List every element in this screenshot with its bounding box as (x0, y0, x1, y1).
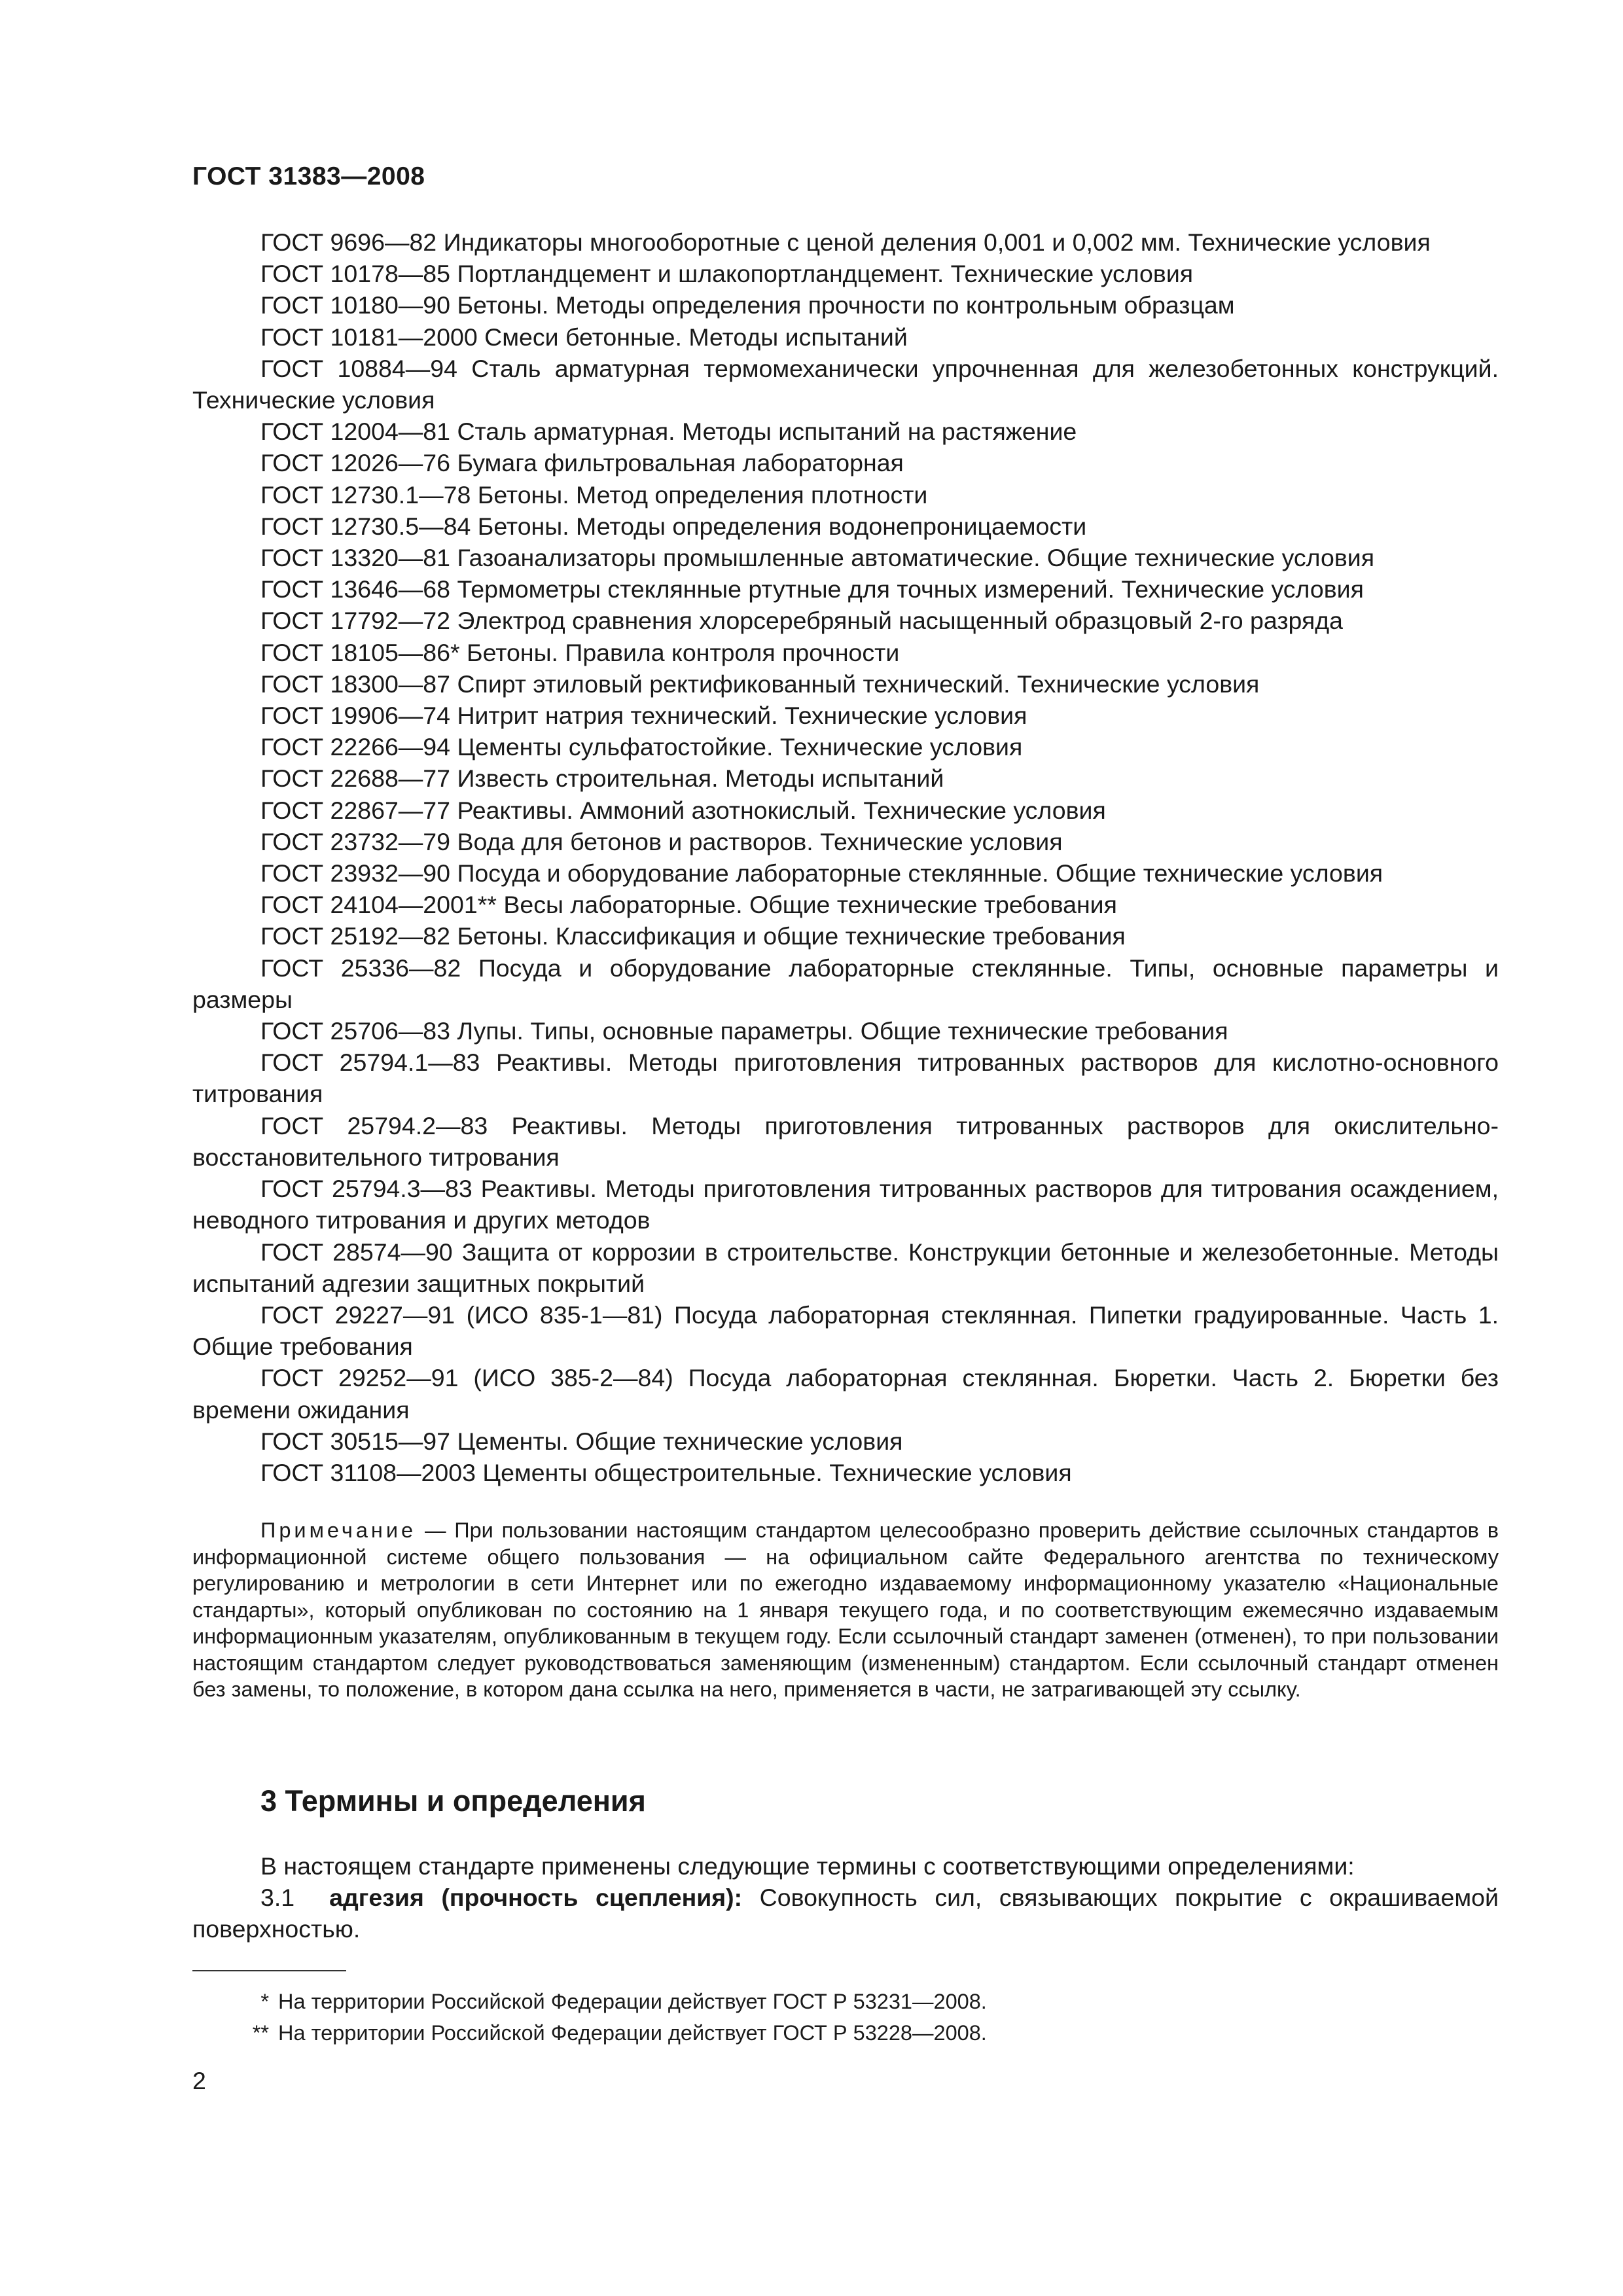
reference-item: ГОСТ 17792—72 Электрод сравнения хлорсеребряный насыщенный образцовый 2-го разряда (260, 607, 1344, 635)
reference-item: ГОСТ 13320—81 Газоанализаторы промышленные автоматические. Общие технические условия (260, 544, 1375, 572)
section-body (192, 1850, 1499, 1945)
reference-item: ГОСТ 25706—83 Лупы. Типы, основные параметры. Общие технические требования (260, 1017, 1228, 1045)
term-definition-paragraph (192, 1882, 1499, 1945)
reference-item: ГОСТ 25794.1—83 Реактивы. Методы приготовления титрованных растворов для кислотно-основного титрования (192, 1049, 1499, 1108)
reference-item: ГОСТ 25192—82 Бетоны. Классификация и общие технические требования (260, 922, 1126, 950)
reference-item: ГОСТ 23732—79 Вода для бетонов и растворов. Технические условия (260, 827, 1063, 855)
reference-item: ГОСТ 10181—2000 Смеси бетонные. Методы испытаний (260, 323, 908, 351)
footnote-separator (192, 1970, 346, 1971)
page-number: 2 (192, 2067, 206, 2094)
note-label: Примечание (260, 1518, 417, 1542)
reference-item: ГОСТ 25794.2—83 Реактивы. Методы приготовления титрованных растворов для окислительно-восстановительного титрования (192, 1111, 1499, 1171)
reference-item: ГОСТ 12004—81 Сталь арматурная. Методы испытаний на растяжение (260, 418, 1077, 446)
reference-item: ГОСТ 29252—91 (ИСО 385-2—84) Посуда лабораторная стеклянная. Бюретки. Часть 2. Бюретки без времени ожидания (192, 1364, 1499, 1424)
reference-item: ГОСТ 30515—97 Цементы. Общие технические условия (260, 1427, 903, 1455)
running-header: ГОСТ 31383—2008 (192, 162, 425, 190)
footnote-mark: * (260, 1990, 269, 2013)
footnote-text: На территории Российской Федерации действует ГОСТ Р 53231—2008. (278, 1990, 987, 2013)
reference-item: ГОСТ 31108—2003 Цементы общестроительные. Технические условия (260, 1458, 1072, 1486)
reference-item: ГОСТ 13646—68 Термометры стеклянные ртутные для точных измерений. Технические условия (260, 575, 1364, 603)
reference-item: ГОСТ 12026—76 Бумага фильтровальная лабораторная (260, 449, 904, 477)
section-intro: В настоящем стандарте применены следующие термины с соответствующими определениями: (260, 1852, 1355, 1880)
reference-item: ГОСТ 12730.5—84 Бетоны. Методы определения водонепроницаемости (260, 512, 1087, 540)
footnote-text: На территории Российской Федерации действует ГОСТ Р 53228—2008. (278, 2021, 987, 2045)
reference-item: ГОСТ 10180—90 Бетоны. Методы определения прочности по контрольным образцам (260, 291, 1235, 319)
reference-item: ГОСТ 28574—90 Защита от коррозии в строительстве. Конструкции бетонные и железобетонные. Методы испытаний адгезии защитных покрытий (192, 1238, 1499, 1297)
footnotes (192, 1986, 1499, 2049)
reference-item: ГОСТ 18105—86* Бетоны. Правила контроля прочности (260, 638, 900, 666)
reference-item: ГОСТ 22266—94 Цементы сульфатостойкие. Технические условия (260, 733, 1023, 761)
reference-item: ГОСТ 22867—77 Реактивы. Аммоний азотнокислый. Технические условия (260, 796, 1106, 824)
footnote (192, 1986, 1499, 2017)
term-definition: Совокупность сил, связывающих покрытие с окрашиваемой поверхностью. (192, 1884, 1499, 1943)
reference-item: ГОСТ 23932—90 Посуда и оборудование лабораторные стеклянные. Общие технические условия (260, 859, 1383, 888)
normative-references-list (192, 226, 1499, 1488)
reference-item: ГОСТ 18300—87 Спирт этиловый ректификованный технический. Технические условия (260, 670, 1260, 698)
section-heading: 3 Термины и определения (260, 1784, 646, 1818)
footnote (192, 2017, 1499, 2049)
reference-item: ГОСТ 25336—82 Посуда и оборудование лабораторные стеклянные. Типы, основные параметры и размеры (192, 954, 1499, 1013)
reference-item: ГОСТ 19906—74 Нитрит натрия технический. Технические условия (260, 702, 1027, 730)
note-paragraph (192, 1517, 1499, 1703)
term-number: 3.1 (260, 1884, 295, 1911)
reference-item: ГОСТ 12730.1—78 Бетоны. Метод определения плотности (260, 480, 928, 509)
reference-item: ГОСТ 29227—91 (ИСО 835-1—81) Посуда лабораторная стеклянная. Пипетки градуированные. Часть 1. Общие требования (192, 1300, 1499, 1361)
note-text: — При пользовании настоящим стандартом целесообразно проверить действие ссылочных стандартов в информационной системе общего пользования — на официальном сайте Федерального агентства по техническому регулированию и метрологии в сети Интернет или по ежегодно издаваемому информационному указателю «Национальные стандарты», который опубликован по состоянию на 1 января текущего года, и по соответствующим ежемесячно издаваемым информационным указателям, опубликованным в текущем году. Если ссылочный стандарт заменен (отменен), то при пользовании настоящим стандартом следует руководствоваться заменяющим (измененным) стандартом. Если ссылочный стандарт отменен без замены, то положение, в котором дана ссылка на него, применяется в части, не затрагивающей эту ссылку. (192, 1518, 1499, 1701)
reference-item: ГОСТ 22688—77 Известь строительная. Методы испытаний (260, 764, 944, 793)
reference-item: ГОСТ 24104—2001** Весы лабораторные. Общие технические требования (260, 891, 1117, 919)
reference-item: ГОСТ 9696—82 Индикаторы многооборотные с ценой деления 0,001 и 0,002 мм. Технические условия (260, 228, 1431, 256)
reference-item: ГОСТ 10884—94 Сталь арматурная термомеханически упрочненная для железобетонных конструкций. Технические условия (192, 354, 1499, 414)
reference-item: ГОСТ 25794.3—83 Реактивы. Методы приготовления титрованных растворов для титрования осаждением, неводного титрования и других методов (192, 1175, 1499, 1234)
term-name: адгезия (прочность сцепления): (329, 1884, 743, 1911)
footnote-mark: ** (252, 2021, 269, 2045)
reference-item: ГОСТ 10178—85 Портландцемент и шлакопортландцемент. Технические условия (260, 260, 1194, 288)
